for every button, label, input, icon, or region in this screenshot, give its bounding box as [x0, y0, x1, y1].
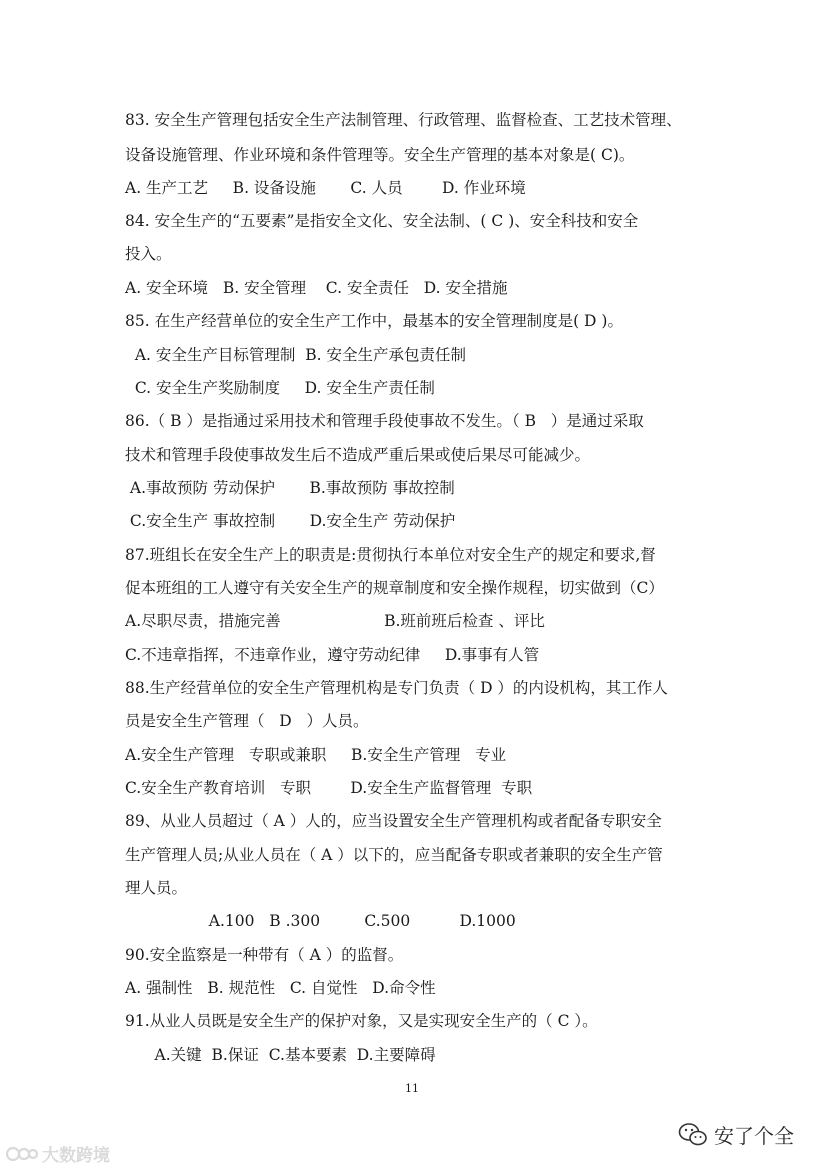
q83-line-1: 83. 安全生产管理包括安全生产法制管理、行政管理、监督检查、工艺技术管理、 [125, 111, 682, 129]
q88-options-1: A.安全生产管理 专职或兼职 B.安全生产管理 专业 [125, 746, 507, 764]
q85-options-2: C. 安全生产奖励制度 D. 安全生产责任制 [125, 379, 435, 397]
q85-line-1: 85. 在生产经营单位的安全生产工作中，最基本的安全管理制度是( D )。 [125, 312, 623, 330]
q86-options-2: C.安全生产 事故控制 D.安全生产 劳动保护 [125, 512, 456, 530]
q90-line-1: 90.安全监察是一种带有（ A ）的监督。 [125, 946, 404, 964]
q86-options-1: A.事故预防 劳动保护 B.事故预防 事故控制 [125, 479, 455, 497]
q89-line-1: 89、从业人员超过（ A ）人的，应当设置安全生产管理机构或者配备专职安全 [125, 812, 662, 830]
q87-line-2: 促本班组的工人遵守有关安全生产的规章制度和安全操作规程，切实做到（C） [125, 579, 664, 597]
q91-line-1: 91.从业人员既是安全生产的保护对象，又是实现安全生产的（ C ）。 [125, 1012, 598, 1030]
q85-options-1: A. 安全生产目标管理制 B. 安全生产承包责任制 [125, 346, 467, 364]
q86-line-1: 86.（ B ）是指通过采用技术和管理手段使事故不发生。（ B ）是通过采取 [125, 412, 644, 430]
q87-options-1: A.尽职尽责，措施完善 B.班前班后检查 、评比 [125, 612, 545, 630]
watermark-left [6, 1141, 110, 1166]
q87-line-1: 87.班组长在安全生产上的职责是:贯彻执行本单位对安全生产的规定和要求,督 [125, 546, 656, 564]
q87-options-2: C.不违章指挥，不违章作业，遵守劳动纪律 D.事事有人管 [125, 646, 540, 664]
watermark-left-text: 大数跨境 [42, 1146, 110, 1166]
q88-options-2: C.安全生产教育培训 专职 D.安全生产监督管理 专职 [125, 779, 533, 797]
q84-line-2: 投入。 [125, 245, 172, 263]
page-number: 11 [405, 1082, 419, 1095]
watermark-right [678, 1120, 794, 1149]
brand-logo-icon [6, 1145, 38, 1163]
watermark-right-text: 安了个全 [714, 1124, 794, 1148]
wechat-icon [678, 1122, 708, 1148]
q84-options: A. 安全环境 B. 安全管理 C. 安全责任 D. 安全措施 [125, 279, 508, 297]
q90-options: A. 强制性 B. 规范性 C. 自觉性 D.命令性 [125, 979, 436, 997]
q86-line-2: 技术和管理手段使事故发生后不造成严重后果或使后果尽可能减少。 [125, 446, 591, 464]
q89-options: A.100 B .300 C.500 D.1000 [125, 912, 516, 930]
q83-line-2: 设备设施管理、作业环境和条件管理等。安全生产管理的基本对象是( C)。 [125, 146, 635, 164]
q89-line-3: 理人员。 [125, 879, 188, 897]
q88-line-1: 88.生产经营单位的安全生产管理机构是专门负责（ D ）的内设机构，其工作人 [125, 679, 668, 697]
q91-options: A.关键 B.保证 C.基本要素 D.主要障碍 [125, 1046, 436, 1064]
q88-line-2: 员是安全生产管理（ D ）人员。 [125, 712, 369, 730]
q89-line-2: 生产管理人员;从业人员在（ A ）以下的，应当配备专职或者兼职的安全生产管 [125, 846, 663, 864]
q84-line-1: 84. 安全生产的“五要素”是指安全文化、安全法制、( C )、安全科技和安全 [125, 212, 639, 230]
q83-options: A. 生产工艺 B. 设备设施 C. 人员 D. 作业环境 [125, 179, 526, 197]
